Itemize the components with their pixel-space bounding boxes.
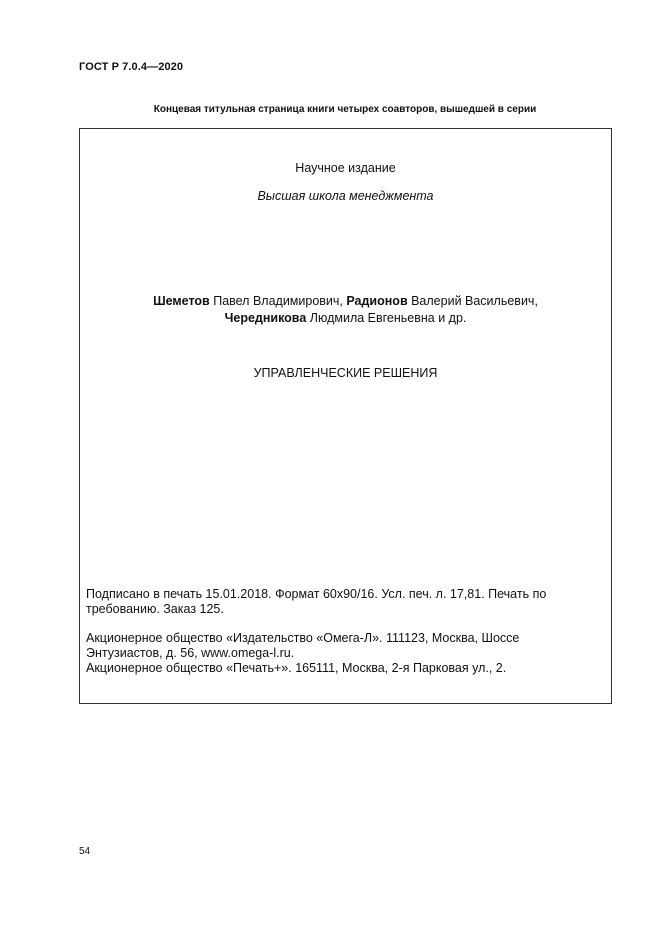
- book-title: УПРАВЛЕНЧЕСКИЕ РЕШЕНИЯ: [253, 366, 438, 380]
- publisher-info: Акционерное общество «Издательство «Омега-Л». 111123, Москва, Шоссе Энтузиастов, д. 56, www.omega-l.ru.: [86, 631, 520, 660]
- author-name: Павел Владимирович,: [209, 294, 347, 308]
- authors-line-2: [80, 310, 611, 327]
- edition-type: Научное издание: [295, 161, 396, 175]
- author-name: Валерий Васильевич,: [407, 294, 538, 308]
- example-caption: Концевая титульная страница книги четырех соавторов, вышедшей в серии: [153, 104, 537, 115]
- authors-line-1: [80, 293, 611, 310]
- series-title: Высшая школа менеджмента: [257, 189, 434, 203]
- printer-info: Акционерное общество «Печать+». 165111, Москва, 2-я Парковая ул., 2.: [86, 661, 507, 675]
- title-page-frame: [79, 128, 612, 704]
- author-surname: Чередникова: [224, 311, 307, 325]
- authors-block: [80, 293, 611, 327]
- author-name: Людмила Евгеньевна и др.: [306, 311, 467, 325]
- author-surname: Шеметов: [153, 294, 210, 308]
- imprint-block: [86, 587, 596, 676]
- author-surname: Радионов: [346, 294, 408, 308]
- document-code: ГОСТ Р 7.0.4—2020: [79, 61, 184, 73]
- print-info: Подписано в печать 15.01.2018. Формат 60х90/16. Усл. печ. л. 17,81. Печать по требованию. Заказ 125.: [86, 587, 547, 616]
- page-number: 54: [79, 846, 91, 857]
